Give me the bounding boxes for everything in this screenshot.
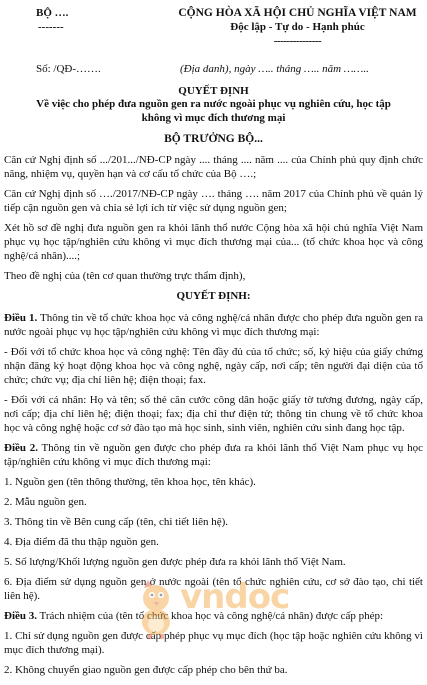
document-number-line: [36, 62, 416, 76]
article-1-label: Điều 1.: [4, 312, 38, 324]
article-2-item-4: 4. Địa điểm đã thu thập nguồn gen.: [4, 536, 159, 548]
article-2-item-2: 2. Mẫu nguồn gen.: [4, 496, 87, 508]
issuing-authority: BỘ TRƯỞNG BỘ...: [164, 133, 263, 145]
document-header: [0, 6, 427, 56]
national-motto: Độc lập - Tự do - Hạnh phúc: [230, 21, 365, 33]
article-1-individual: - Đối với cá nhân: Họ và tên; số thẻ căn cước công dân hoặc giấy tờ tương đương, ngày cấp, nơi cấp; địa chỉ liên hệ; điện thoại; fax; địa chỉ thư điện tử; thông tin chung về tổ chức khoa học và công nghệ hoặc cơ sở đào tạo mà học sinh, sinh viên, nghiên cứu sinh đang học tập.: [4, 394, 423, 434]
article-1: [4, 311, 423, 339]
proposal: Theo đề nghị của (tên cơ quan thường trực thẩm định),: [4, 270, 246, 282]
article-3-item-2: 2. Không chuyển giao nguồn gen được cấp phép cho bên thứ ba.: [4, 664, 288, 676]
consideration: Xét hồ sơ đề nghị đưa nguồn gen ra khỏi lãnh thổ nước Cộng hòa xã hội chủ nghĩa Việt Nam phục vụ học tập/nghiên cứu không vì mục đích thương mại của... (tổ chức khoa học và công nghệ/cá nhân)....;: [4, 222, 423, 262]
article-1-text: Thông tin về tổ chức khoa học và công nghệ/cá nhân được cho phép đưa nguồn gen ra nước ngoài phục vụ học tập/nghiên cứu không vì mục đích thương mại:: [4, 312, 424, 338]
article-2: [4, 441, 423, 469]
national-title-block: [168, 6, 427, 46]
watermark-logo: [134, 576, 290, 642]
motto-underline: ---------------: [273, 35, 322, 47]
document-number: Số: /QĐ-…….: [36, 63, 101, 75]
legal-basis-1: Căn cứ Nghị định số .../201.../NĐ-CP ngày .... tháng .... năm .... của Chính phủ quy định chức năng, nhiệm vụ, quyền hạn và cơ cấu tổ chức của Bộ ….;: [4, 154, 423, 180]
ministry-block: [36, 6, 116, 34]
article-3-item-1: 1. Chỉ sử dụng nguồn gen được cấp phép phục vụ mục đích (học tập hoặc nghiên cứu không vì mục đích thương mại).: [4, 630, 423, 656]
decision-heading: QUYẾT ĐỊNH:: [176, 290, 251, 302]
document-title: QUYẾT ĐỊNH: [178, 85, 249, 97]
watermark-text: vndoc: [180, 577, 290, 617]
ministry-name: BỘ ….: [36, 7, 69, 19]
article-2-label: Điều 2.: [4, 442, 38, 454]
article-2-text: Thông tin về nguồn gen được cho phép đưa ra khỏi lãnh thổ Việt Nam phục vụ học tập/nghiên cứu không vì mục đích thương mại:: [4, 442, 423, 468]
article-2-item-6: 6. Địa điểm sử dụng nguồn gen ở nước ngoài (tên tổ chức nghiên cứu, cơ sở đào tạo, chi tiết liên hệ).: [4, 576, 423, 602]
article-3-label: Điều 3.: [4, 610, 37, 622]
mascot-icon: [134, 578, 180, 640]
article-1-org: - Đối với tổ chức khoa học và công nghệ: Tên đầy đủ của tổ chức; số, ký hiệu của giấy chứng nhận đăng ký hoạt động khoa học và công nghệ, ngày cấp, nơi cấp; tên người đại diện của tổ chức; chức vụ; địa chỉ liên hệ; điện thoại; fax.: [4, 346, 423, 386]
ministry-underline: -------: [38, 21, 64, 33]
document-subject-line1: Về việc cho phép đưa nguồn gen ra nước ngoài phục vụ nghiên cứu, học tập: [36, 98, 391, 110]
place-date: (Địa danh), ngày ….. tháng ….. năm ……..: [180, 63, 369, 75]
article-2-item-3: 3. Thông tin về Bên cung cấp (tên, chi tiết liên hệ).: [4, 516, 229, 528]
legal-basis-2: Căn cứ Nghị định số …./2017/NĐ-CP ngày …. tháng …. năm 2017 của Chính phủ về quản lý tiếp cận nguồn gen và chia sẻ lợi ích từ việc sử dụng nguồn gen;: [4, 188, 423, 214]
document-subject-line2: không vì mục đích thương mại: [141, 112, 286, 124]
article-2-item-5: 5. Số lượng/Khối lượng nguồn gen được phép đưa ra khỏi lãnh thổ Việt Nam.: [4, 556, 346, 568]
article-3-text: Trách nhiệm của (tên tổ chức khoa học và công nghệ/cá nhân) được cấp phép:: [37, 610, 384, 622]
national-name: CỘNG HÒA XÃ HỘI CHỦ NGHĨA VIỆT NAM: [178, 7, 417, 19]
article-2-item-1: 1. Nguồn gen (tên thông thường, tên khoa học, tên khác).: [4, 476, 256, 488]
